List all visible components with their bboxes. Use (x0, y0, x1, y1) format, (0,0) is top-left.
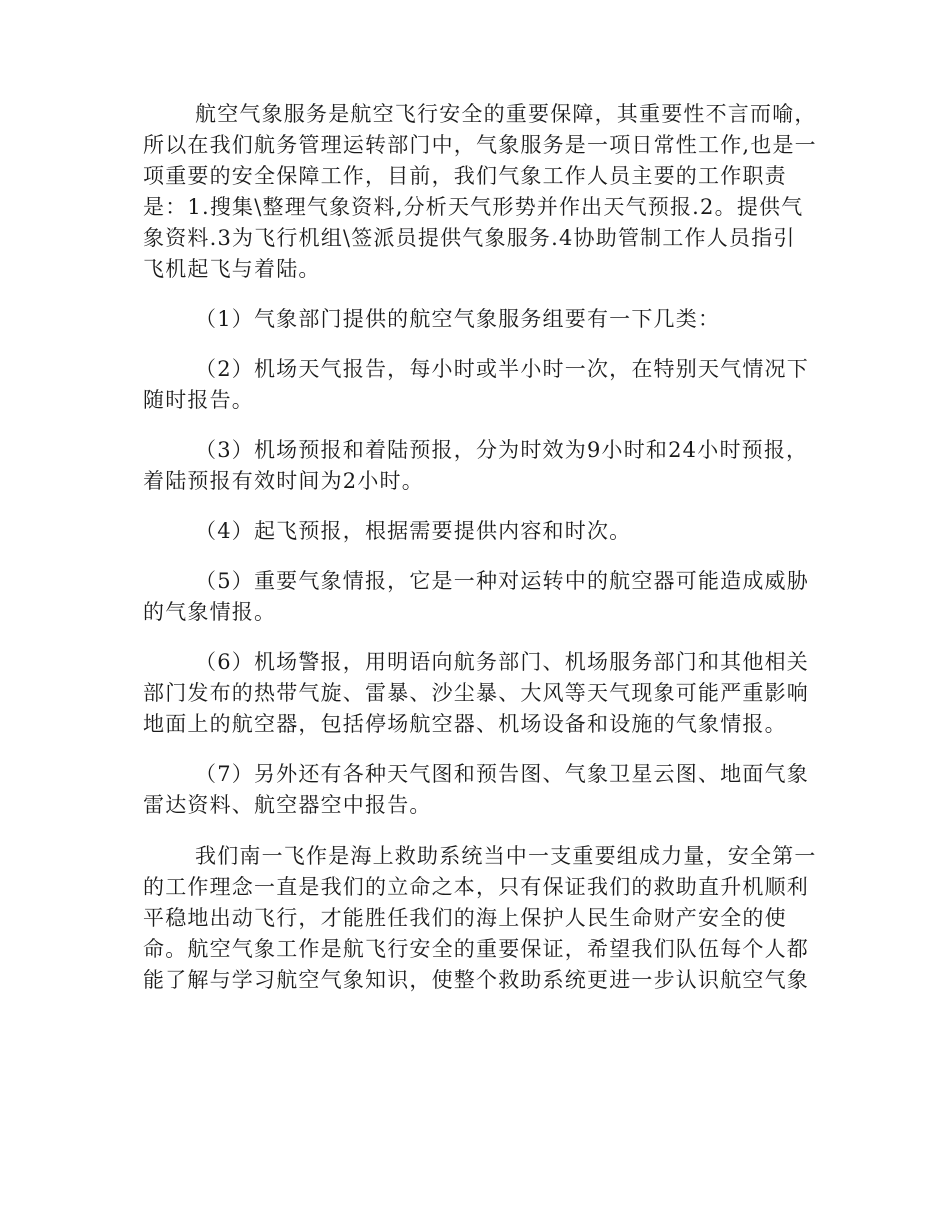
text-line: 的气象情报。 (143, 600, 277, 624)
text-line: 地面上的航空器，包括停场航空器、机场设备和设施的气象情报。 (143, 712, 787, 736)
paragraph-item-4 (143, 516, 823, 547)
text-line: 是：1.搜集\整理气象资料,分析天气形势并作出天气预报.2。提供气 (143, 195, 804, 219)
text-line: 能了解与学习航空气象知识，使整个救助系统更进一步认识航空气象 (143, 968, 809, 992)
text-line: 象资料.3为飞行机组\签派员提供气象服务.4协助管制工作人员指引 (143, 226, 796, 250)
text-line: 飞机起飞与着陆。 (143, 257, 321, 281)
paragraph-item-1 (143, 304, 823, 335)
paragraph-item-3 (143, 435, 823, 497)
paragraph-intro (143, 99, 823, 285)
text-line: （2）机场天气报告，每小时或半小时一次，在特别天气情况下 (195, 357, 809, 381)
paragraph-item-2 (143, 354, 823, 416)
text-line: 我们南一飞作是海上救助系统当中一支重要组成力量，安全第一 (195, 844, 817, 868)
text-line: 雷达资料、航空器空中报告。 (143, 793, 432, 817)
text-line: 的工作理念一直是我们的立命之本，只有保证我们的救助直升机顺利 (143, 875, 809, 899)
text-line: （4）起飞预报，根据需要提供内容和时次。 (195, 519, 632, 543)
text-line: 随时报告。 (143, 388, 254, 412)
text-line: （7）另外还有各种天气图和预告图、气象卫星云图、地面气象 (195, 762, 809, 786)
text-line: 所以在我们航务管理运转部门中，气象服务是一项日常性工作,也是一 (143, 133, 817, 157)
paragraph-item-7 (143, 759, 823, 821)
text-line: （6）机场警报，用明语向航务部门、机场服务部门和其他相关 (195, 650, 809, 674)
text-line: 命。航空气象工作是航飞行安全的重要保证，希望我们队伍每个人都 (143, 937, 809, 961)
text-line: 着陆预报有效时间为2小时。 (143, 469, 424, 493)
paragraph-item-5 (143, 566, 823, 628)
text-line: （5）重要气象情报，它是一种对运转中的航空器可能造成威胁 (195, 569, 809, 593)
paragraph-conclusion (143, 841, 823, 996)
text-line: 航空气象服务是航空飞行安全的重要保障，其重要性不言而喻， (195, 102, 817, 126)
paragraph-item-6 (143, 647, 823, 740)
text-line: 部门发布的热带气旋、雷暴、沙尘暴、大风等天气现象可能严重影响 (143, 681, 809, 705)
text-line: （3）机场预报和着陆预报，分为时效为9小时和24小时预报， (195, 438, 809, 462)
text-line: （1）气象部门提供的航空气象服务组要有一下几类： (195, 307, 721, 331)
text-line: 平稳地出动飞行，才能胜任我们的海上保护人民生命财产安全的使 (143, 906, 787, 930)
document-body (143, 99, 823, 996)
text-line: 项重要的安全保障工作，目前，我们气象工作人员主要的工作职责 (143, 164, 787, 188)
